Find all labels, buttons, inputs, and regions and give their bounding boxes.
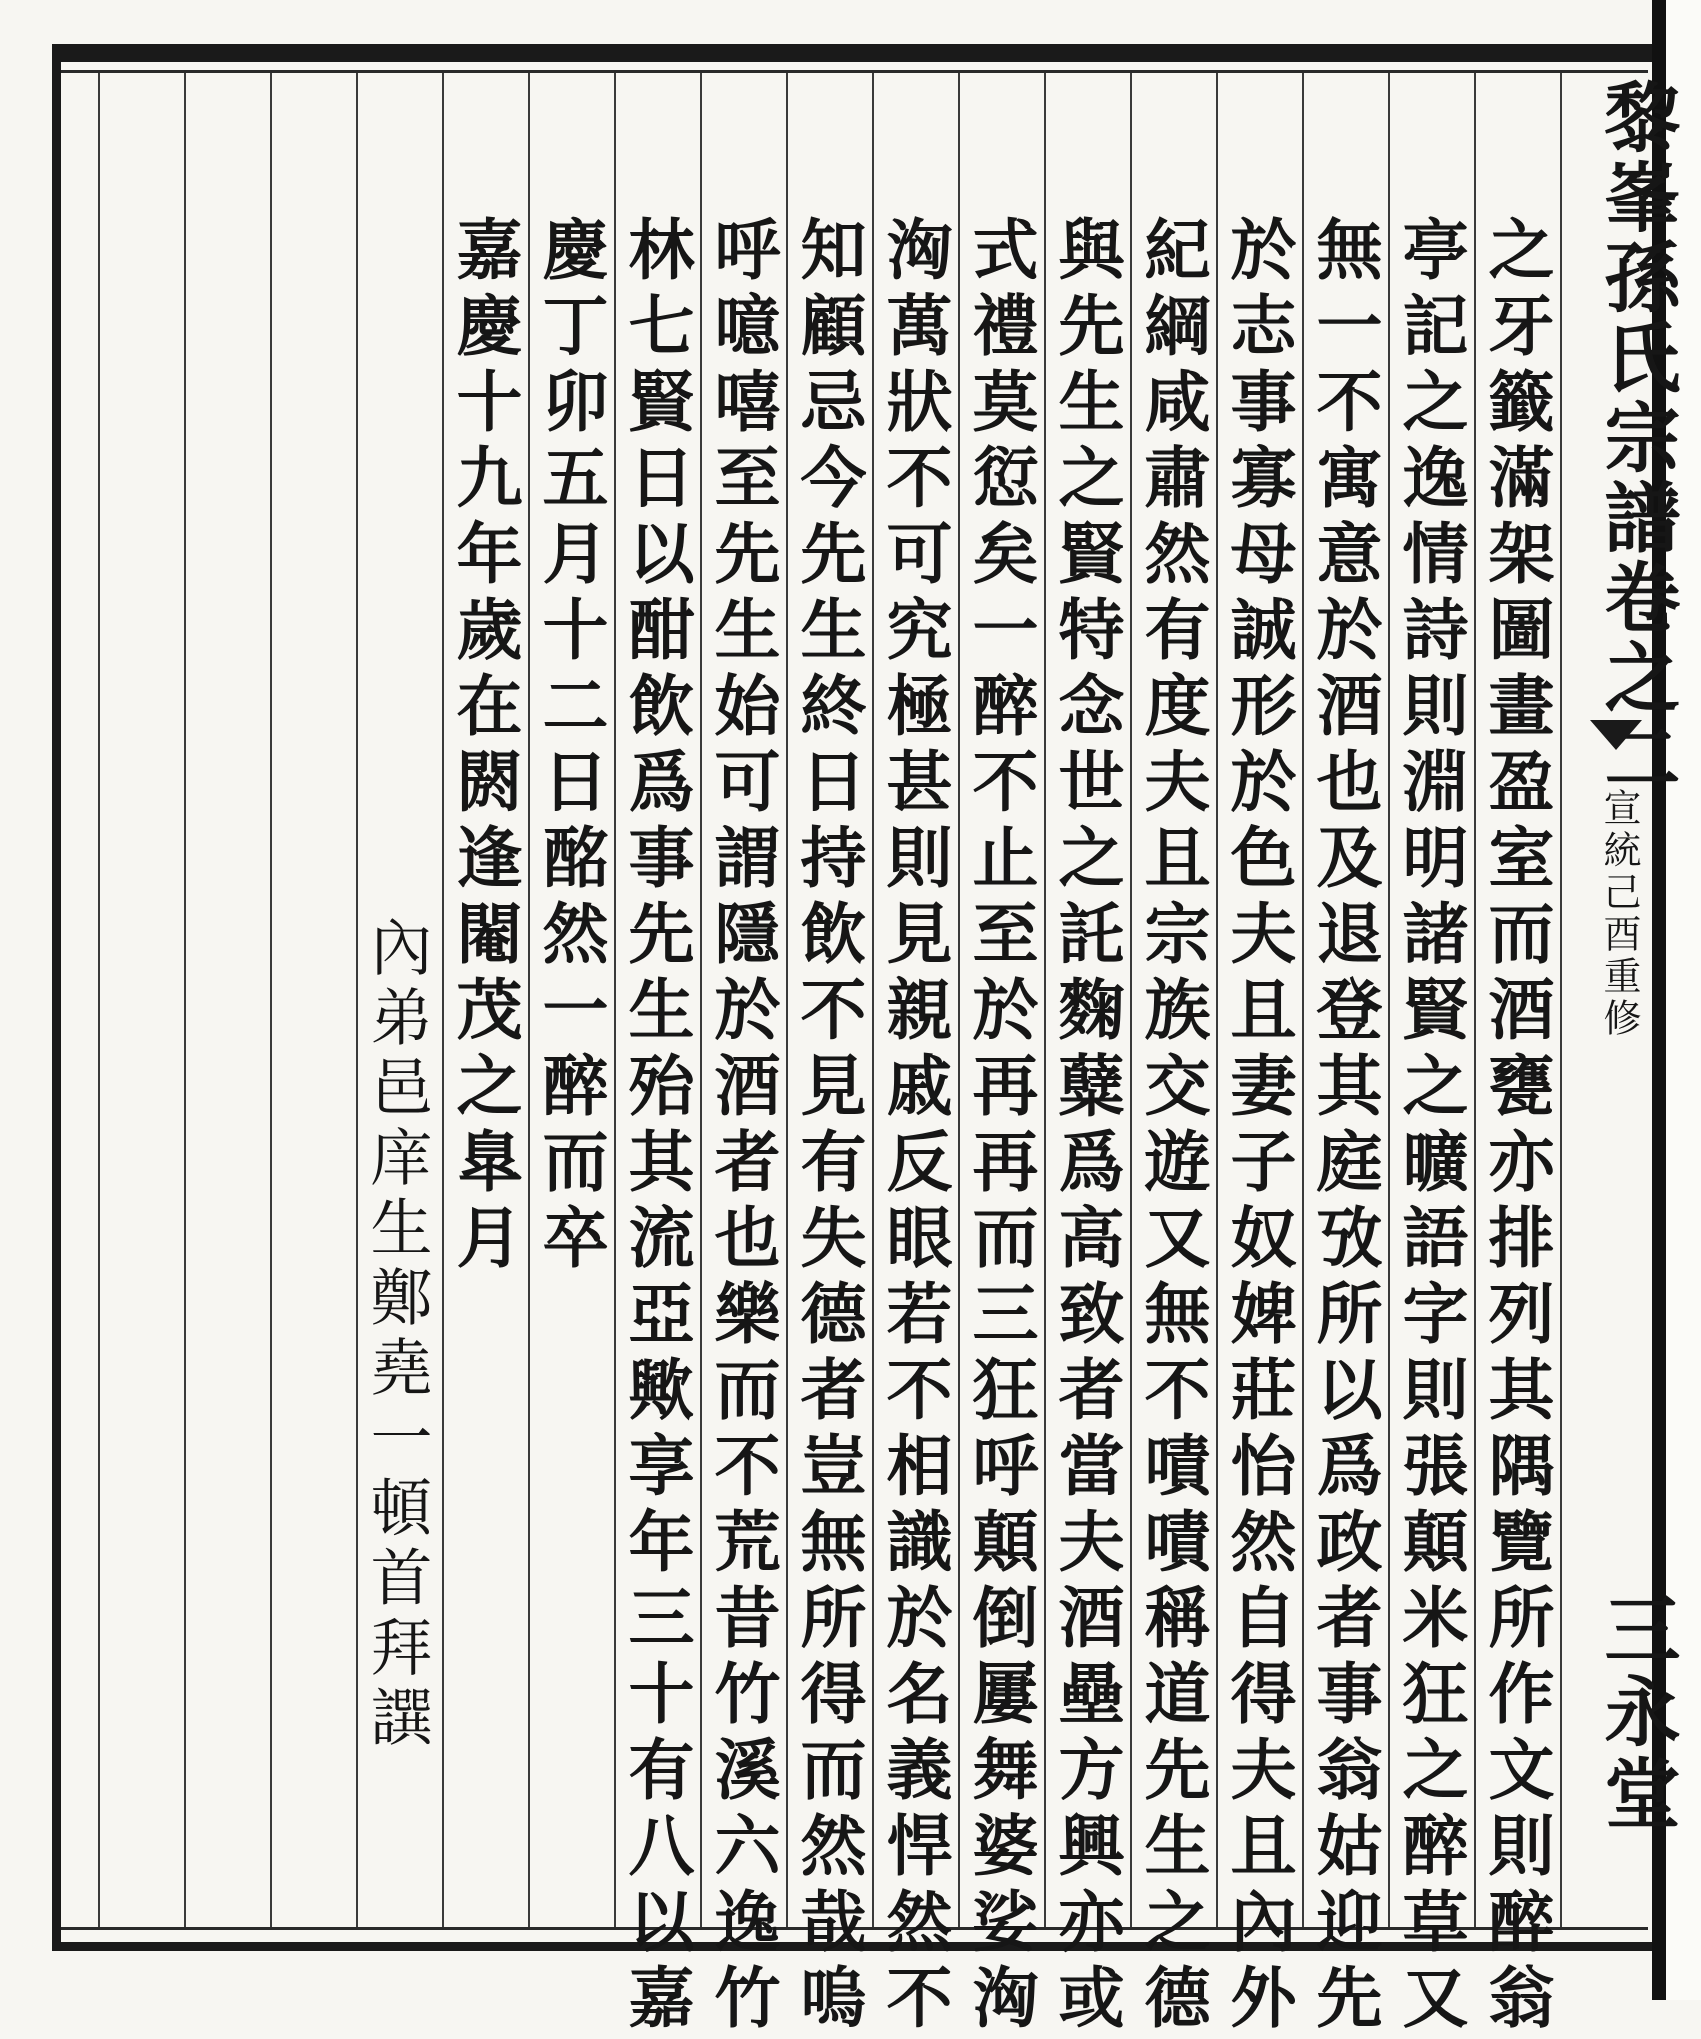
column-rule: [614, 73, 616, 1927]
column-rule: [98, 73, 100, 1927]
column-rule: [700, 73, 702, 1927]
text-column-5: 紀綱咸肅然有度夫且宗族交遊又無不嘖嘖稱道先生之德: [1133, 215, 1211, 2039]
column-rule: [786, 73, 788, 1927]
column-rule: [1560, 73, 1562, 1927]
column-rule: [1388, 73, 1390, 1927]
text-column-9: 知顧忌今先生終日持飲不見有失德者豈無所得而然哉嗚: [789, 215, 867, 2039]
edition-note: 宣統己酉重修: [1597, 788, 1641, 1040]
frame-top-border: [55, 44, 1655, 62]
column-rule: [958, 73, 960, 1927]
column-rule: [1216, 73, 1218, 1927]
text-column-3: 無一不寓意於酒也及退登其庭攷所以爲政者事翁姑迎先: [1305, 215, 1383, 2039]
book-title: 黎峯孫氏宗譜: [1592, 78, 1681, 558]
text-column-2: 亭記之逸情詩則淵明諸賢之曠語字則張顛米狂之醉草又: [1391, 215, 1469, 2039]
text-column-11: 林七賢日以酣飲爲事先生殆其流亞歟享年三十有八以嘉: [617, 215, 695, 2039]
date-line: 嘉慶十九年歲在閼逢閹茂之臯月: [445, 215, 523, 1279]
frame-top-inner-line: [58, 70, 1648, 73]
author-signature-line: 內弟邑庠生鄭堯一頓首拜譔: [360, 915, 433, 1755]
column-rule: [356, 73, 358, 1927]
volume-label: 卷之二: [1592, 558, 1681, 798]
column-rule: [1474, 73, 1476, 1927]
text-column-10: 呼噫嘻至先生始可謂隱於酒者也樂而不荒昔竹溪六逸竹: [703, 215, 781, 2039]
column-rule: [442, 73, 444, 1927]
text-column-12: 慶丁卯五月十二日酩然一醉而卒: [531, 215, 609, 1279]
column-rule: [270, 73, 272, 1927]
column-rule: [1302, 73, 1304, 1927]
frame-left-border: [52, 44, 61, 1951]
text-column-7: 式禮莫愆矣一醉不止至於再再而三狂呼顛倒屢舞婆娑洶: [961, 215, 1039, 2039]
column-rule: [528, 73, 530, 1927]
text-column-8: 洶萬狀不可究極甚則見親戚反眼若不相識於名義悍然不: [875, 215, 953, 2039]
text-column-6: 與先生之賢特念世之託麴糵爲高致者當夫酒壘方興亦或: [1047, 215, 1125, 2039]
column-rule: [184, 73, 186, 1927]
hall-name: 三永堂: [1592, 1590, 1681, 1836]
column-rule: [1044, 73, 1046, 1927]
text-column-4: 於志事寡母誠形於色夫且妻子奴婢莊怡然自得夫且內外: [1219, 215, 1297, 2039]
fish-tail-mark: [1590, 720, 1642, 750]
column-rule: [872, 73, 874, 1927]
column-rule: [1130, 73, 1132, 1927]
book-title-header: [1582, 78, 1691, 798]
text-column-1: 之牙籤滿架圖畫盈室而酒甕亦排列其隅覽所作文則醉翁: [1477, 215, 1555, 2039]
